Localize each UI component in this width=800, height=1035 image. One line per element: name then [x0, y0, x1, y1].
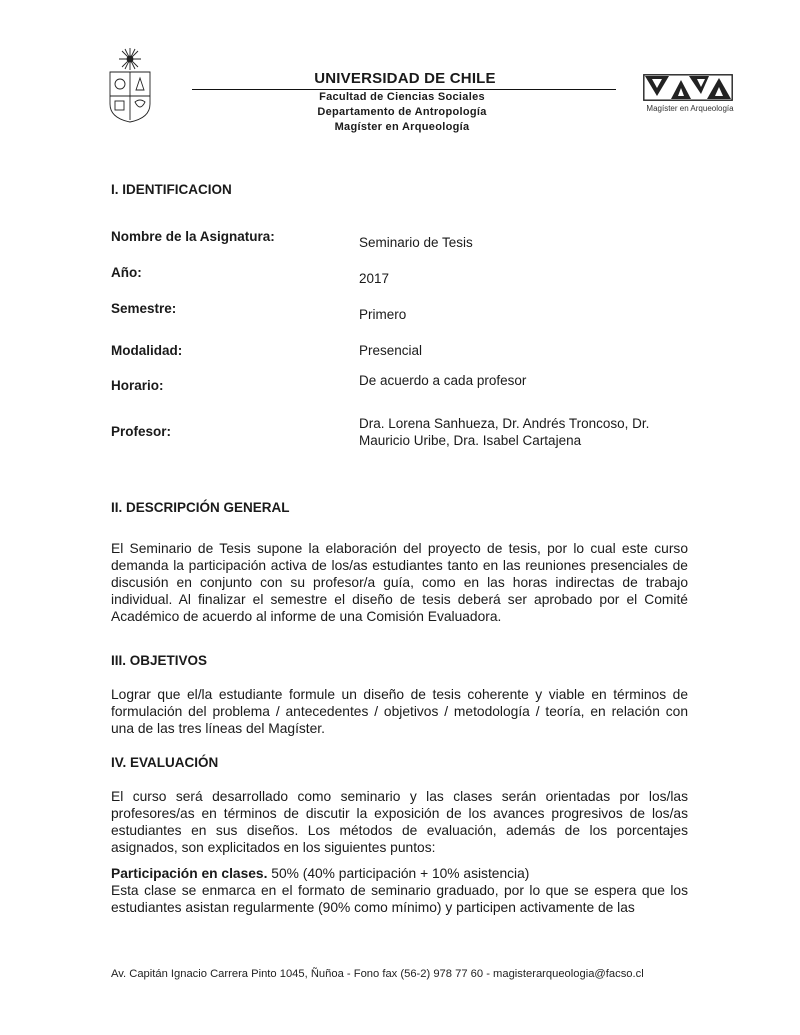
- faculty-name: Facultad de Ciencias Sociales: [319, 91, 485, 103]
- university-crest-logo: [106, 46, 154, 124]
- magister-logo: [643, 74, 733, 101]
- field-label-modalidad: Modalidad:: [111, 343, 183, 358]
- university-name: UNIVERSIDAD DE CHILE: [314, 70, 496, 87]
- magister-logo-caption: Magíster en Arqueología: [646, 104, 734, 113]
- participacion-paragraph: Esta clase se enmarca en el formato de seminario graduado, por lo que se espera que los estudiantes asistan regularmente (90% como mínimo) y participen activamente de las: [111, 883, 688, 915]
- descripcion-paragraph: El Seminario de Tesis supone la elaboración del proyecto de tesis, por lo cual este curso demanda la participación activa de los/as estudiantes tanto en las reuniones presenciales de discusión en conjunto con su profesor/a guía, como en las horas indirectas de trabajo individual. Al finalizar el semestre el diseño de tesis deberá ser aprobado por el Comité Académico de acuerdo al informe de una Comisión Evaluadora.: [111, 541, 688, 624]
- section-heading-identificacion: I. IDENTIFICACION: [111, 182, 232, 197]
- field-value-asignatura: Seminario de Tesis: [359, 235, 473, 250]
- section-heading-descripcion: II. DESCRIPCIÓN GENERAL: [111, 500, 290, 515]
- field-value-modalidad: Presencial: [359, 343, 423, 358]
- field-label-horario: Horario:: [111, 378, 164, 393]
- header-divider: [192, 89, 616, 90]
- objetivos-paragraph: Lograr que el/la estudiante formule un diseño de tesis coherente y viable en términos de formulación del problema / antecedentes / objetivos / metodología / teoría, en relación con una de las tres líneas del Magíster.: [111, 687, 688, 736]
- department-name: Departamento de Antropología: [317, 106, 487, 118]
- page-footer: Av. Capitán Ignacio Carrera Pinto 1045, Ñuñoa - Fono fax (56-2) 978 77 60 - magisterarqueologia@facso.cl: [111, 968, 644, 980]
- section-heading-evaluacion: IV. EVALUACIÓN: [111, 755, 219, 770]
- participacion-label: Participación en clases.: [111, 866, 268, 881]
- field-value-anio: 2017: [359, 271, 390, 286]
- participacion-detail: 50% (40% participación + 10% asistencia): [267, 866, 530, 881]
- field-label-asignatura: Nombre de la Asignatura:: [111, 229, 275, 244]
- field-label-anio: Año:: [111, 265, 142, 280]
- field-value-semestre: Primero: [359, 307, 407, 322]
- field-label-semestre: Semestre:: [111, 301, 177, 316]
- field-value-profesor: Dra. Lorena Sanhueza, Dr. Andrés Troncoso, Dr. Mauricio Uribe, Dra. Isabel Cartajena: [359, 416, 650, 448]
- program-name: Magíster en Arqueología: [334, 121, 470, 133]
- participacion-line: [111, 865, 688, 882]
- field-value-horario: De acuerdo a cada profesor: [359, 373, 527, 388]
- field-label-profesor: Profesor:: [111, 424, 172, 439]
- evaluacion-paragraph: El curso será desarrollado como seminario y las clases serán orientadas por los/las profesores/as en términos de discutir la exposición de los avances progresivos de los/as estudiantes en sus diseños. Los métodos de evaluación, además de los porcentajes asignados, son explicitados en los siguientes puntos:: [111, 789, 688, 855]
- section-heading-objetivos: III. OBJETIVOS: [111, 653, 208, 668]
